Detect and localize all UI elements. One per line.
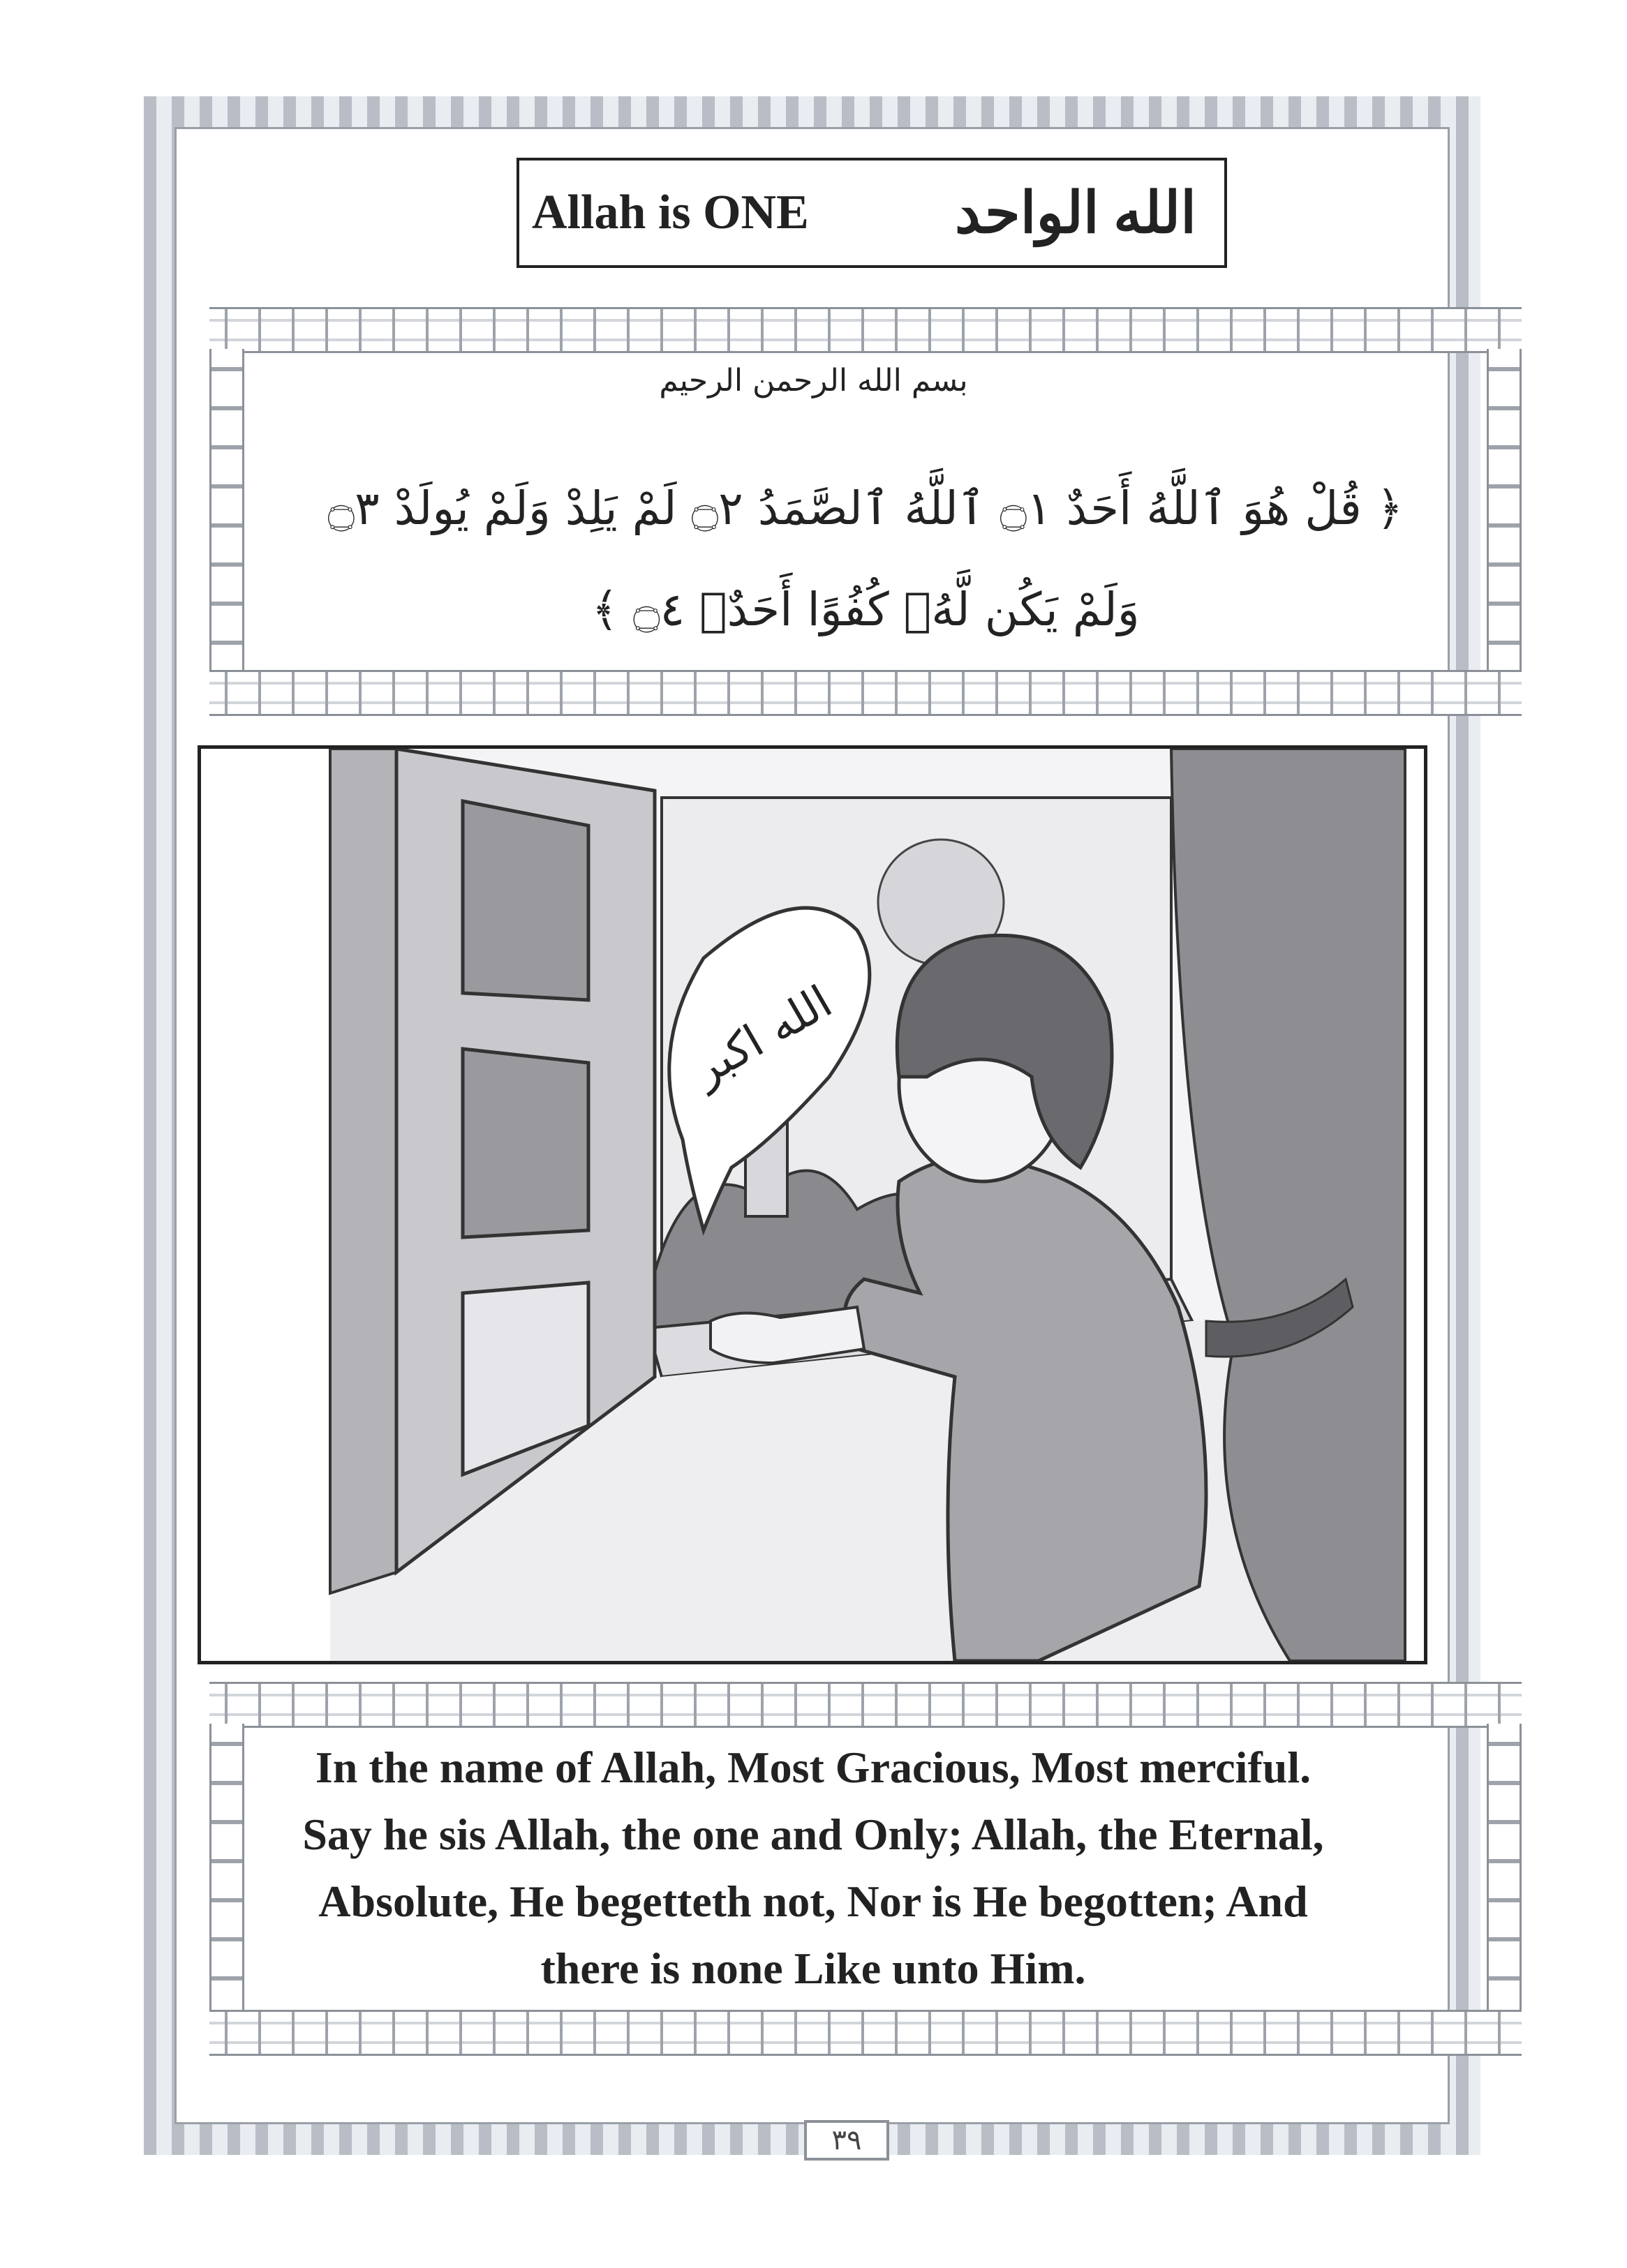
translation-line-4: there is none Like unto Him. [540,1944,1086,1993]
door-panel-top [463,801,588,1000]
translation-ornament-top [209,1682,1522,1728]
verse-ornament-top [209,307,1522,353]
translation-ornament-right [1487,1724,1522,2010]
verse-ornament-bottom [209,670,1522,716]
title-arabic: الله الواحد [954,181,1196,245]
title-english: Allah is ONE [532,186,809,239]
speech-bubble-text: الله اكبر [684,976,841,1096]
illustration-drawing [201,749,1424,1661]
basmala: بسم الله الرحمن الرحيم [659,363,968,398]
translation-ornament-left [209,1724,244,2010]
translation-line-1: In the name of Allah, Most Gracious, Most merciful. [315,1743,1312,1792]
verse-line-2: وَلَمْ يَكُن لَّهُۥ كُفُوًا أَحَدٌۢ ۝٤ ﴾ [591,583,1140,636]
translation-line-2: Say he sis Allah, the one and Only; Allah, the Eternal, [302,1810,1324,1859]
page-number: ٣٩ [804,2120,889,2161]
illustration-boy-at-window [198,745,1427,1664]
title-box [517,158,1227,268]
translation-text [251,1734,1375,2002]
door-panel-middle [463,1049,588,1237]
door-frame [330,749,396,1593]
translation-ornament-bottom [209,2010,1522,2056]
translation-line-3: Absolute, He begetteth not, Nor is He begotten; And [318,1877,1308,1926]
verse-line-1: ﴿ قُلْ هُوَ ٱللَّهُ أَحَدٌ ۝١ ٱللَّهُ ٱلصَّمَدُ ۝٢ لَمْ يَلِدْ وَلَمْ يُولَدْ ۝٣ [327,482,1404,535]
